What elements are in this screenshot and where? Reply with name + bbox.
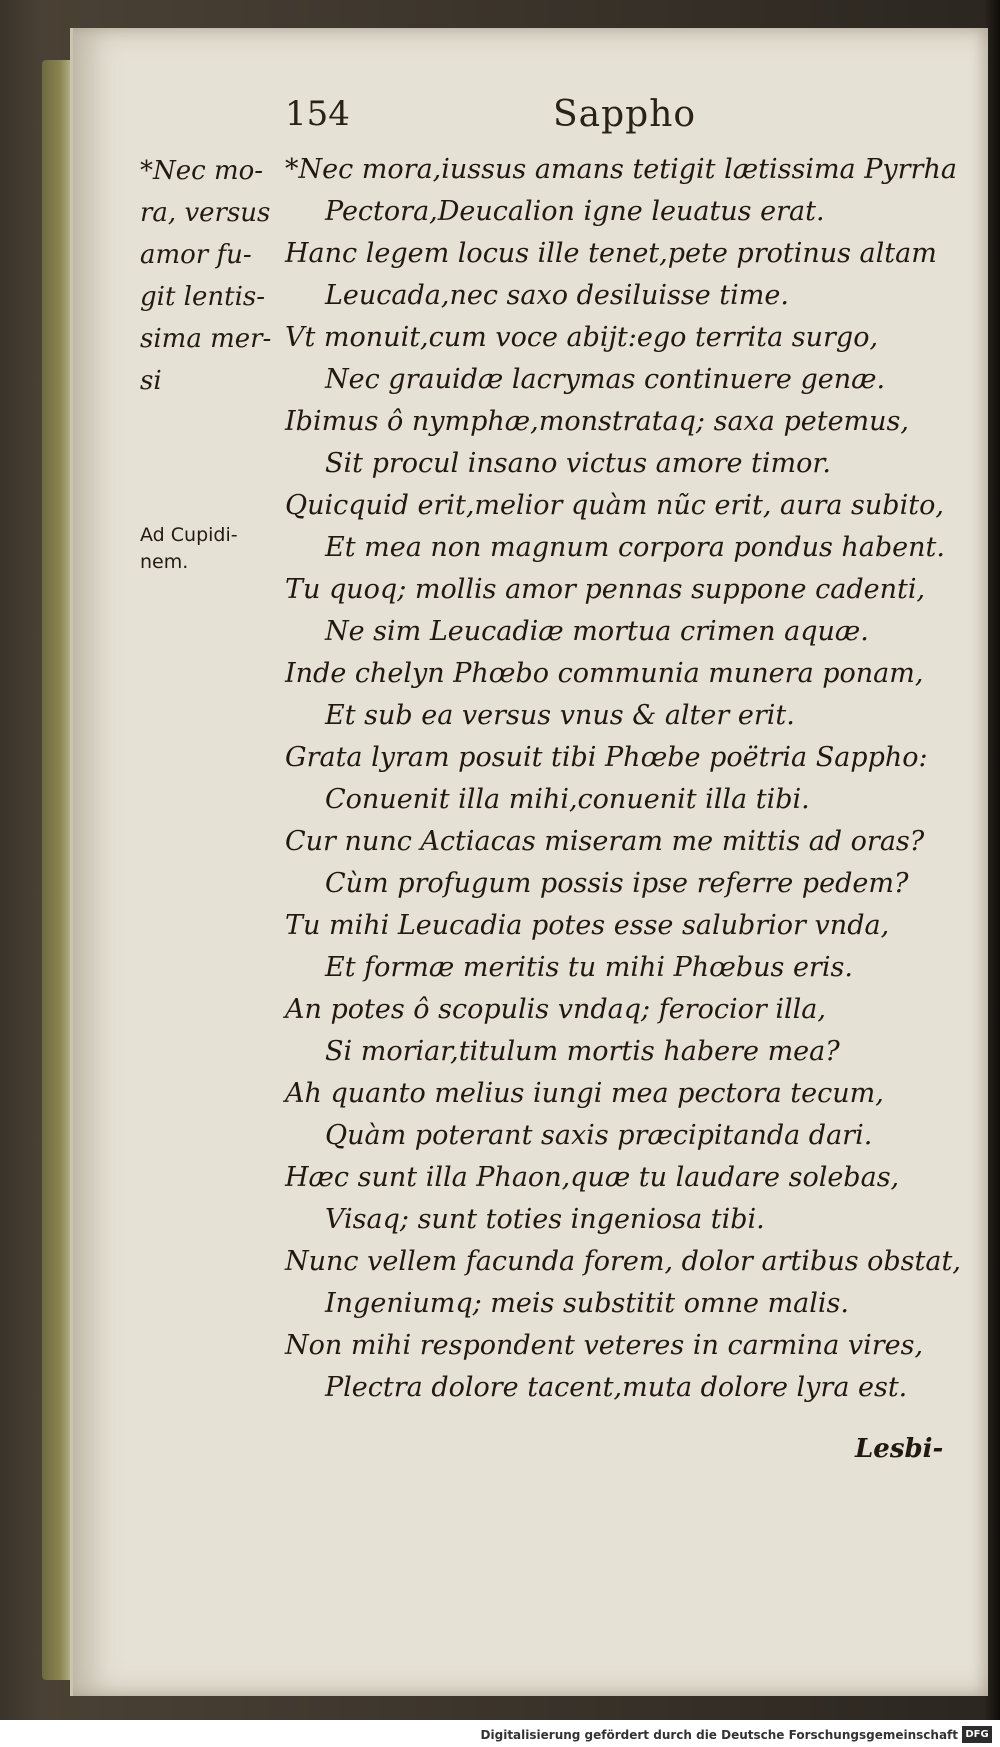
verse-line: Ne sim Leucadiæ mortua crimen aquæ. (325, 616, 869, 647)
verse-line: Conuenit illa mihi,conuenit illa tibi. (325, 784, 810, 815)
verse-line: Ibimus ô nymphæ,monstrataq; saxa petemus, (285, 406, 909, 437)
verse-line: Quàm poterant saxis præcipitanda dari. (325, 1120, 873, 1151)
verse-line: Et formæ meritis tu mihi Phœbus eris. (325, 952, 853, 983)
page-header (285, 94, 905, 144)
verse-line: Tu quoq; mollis amor pennas suppone cadenti, (285, 574, 926, 605)
running-title: Sappho (553, 94, 697, 135)
verse-line: Grata lyram posuit tibi Phœbe poëtria Sappho: (285, 742, 928, 773)
verse-line: *Nec mora,iussus amans tetigit lætissima Pyrrha (285, 154, 957, 185)
book-spine-edge (42, 60, 72, 1680)
verse-line: Cùm profugum possis ipse referre pedem? (325, 868, 909, 899)
verse-line: Leucada,nec saxo desiluisse time. (325, 280, 789, 311)
verse-line: Ingeniumq; meis substitit omne malis. (325, 1288, 849, 1319)
verse-line: Nunc vellem facunda forem, dolor artibus obstat, (285, 1246, 961, 1277)
verse-line: Non mihi respondent veteres in carmina vires, (285, 1330, 924, 1361)
dfg-logo: DFG (962, 1726, 992, 1743)
funding-credit: Digitalisierung gefördert durch die Deutsche Forschungsgemeinschaft (480, 1728, 958, 1742)
verse-line: Pectora,Deucalion igne leuatus erat. (325, 196, 825, 227)
verse-line: Visaq; sunt toties ingeniosa tibi. (325, 1204, 765, 1235)
digitization-footer (0, 1720, 1000, 1747)
verse-line: Et sub ea versus vnus & alter erit. (325, 700, 795, 731)
verse-line: Si moriar,titulum mortis habere mea? (325, 1036, 840, 1067)
verse-line: Tu mihi Leucadia potes esse salubrior vnda, (285, 910, 890, 941)
verse-line: Sit procul insano victus amore timor. (325, 448, 831, 479)
verse-line: Et mea non magnum corpora pondus habent. (325, 532, 945, 563)
verse-line: An potes ô scopulis vndaq; ferocior illa, (285, 994, 826, 1025)
margin-note-ad-cupidinem: Ad Cupidi- nem. (140, 524, 238, 573)
verse-line: Inde chelyn Phœbo communia munera ponam, (285, 658, 924, 689)
verse-line: Cur nunc Actiacas miseram me mittis ad oras? (285, 826, 925, 857)
verse-line: Vt monuit,cum voce abijt:ego territa surgo, (285, 322, 879, 353)
verse-line: Nec grauidæ lacrymas continuere genæ. (325, 364, 886, 395)
verse-line: Plectra dolore tacent,muta dolore lyra est. (325, 1372, 908, 1403)
verse-line: Hanc legem locus ille tenet,pete protinus altam (285, 238, 937, 269)
catchword: Lesbi- (855, 1434, 944, 1464)
verse-line: Ah quanto melius iungi mea pectora tecum, (285, 1078, 884, 1109)
verse-line: Quicquid erit,melior quàm nũc erit, aura subito, (285, 490, 944, 521)
margin-note-nec-mora: *Nec mo- ra, versus amor fu- git lentis- sima mer- si (140, 156, 272, 396)
page-number: 154 (285, 94, 350, 134)
verse-line: Hæc sunt illa Phaon,quæ tu laudare solebas, (285, 1162, 900, 1193)
